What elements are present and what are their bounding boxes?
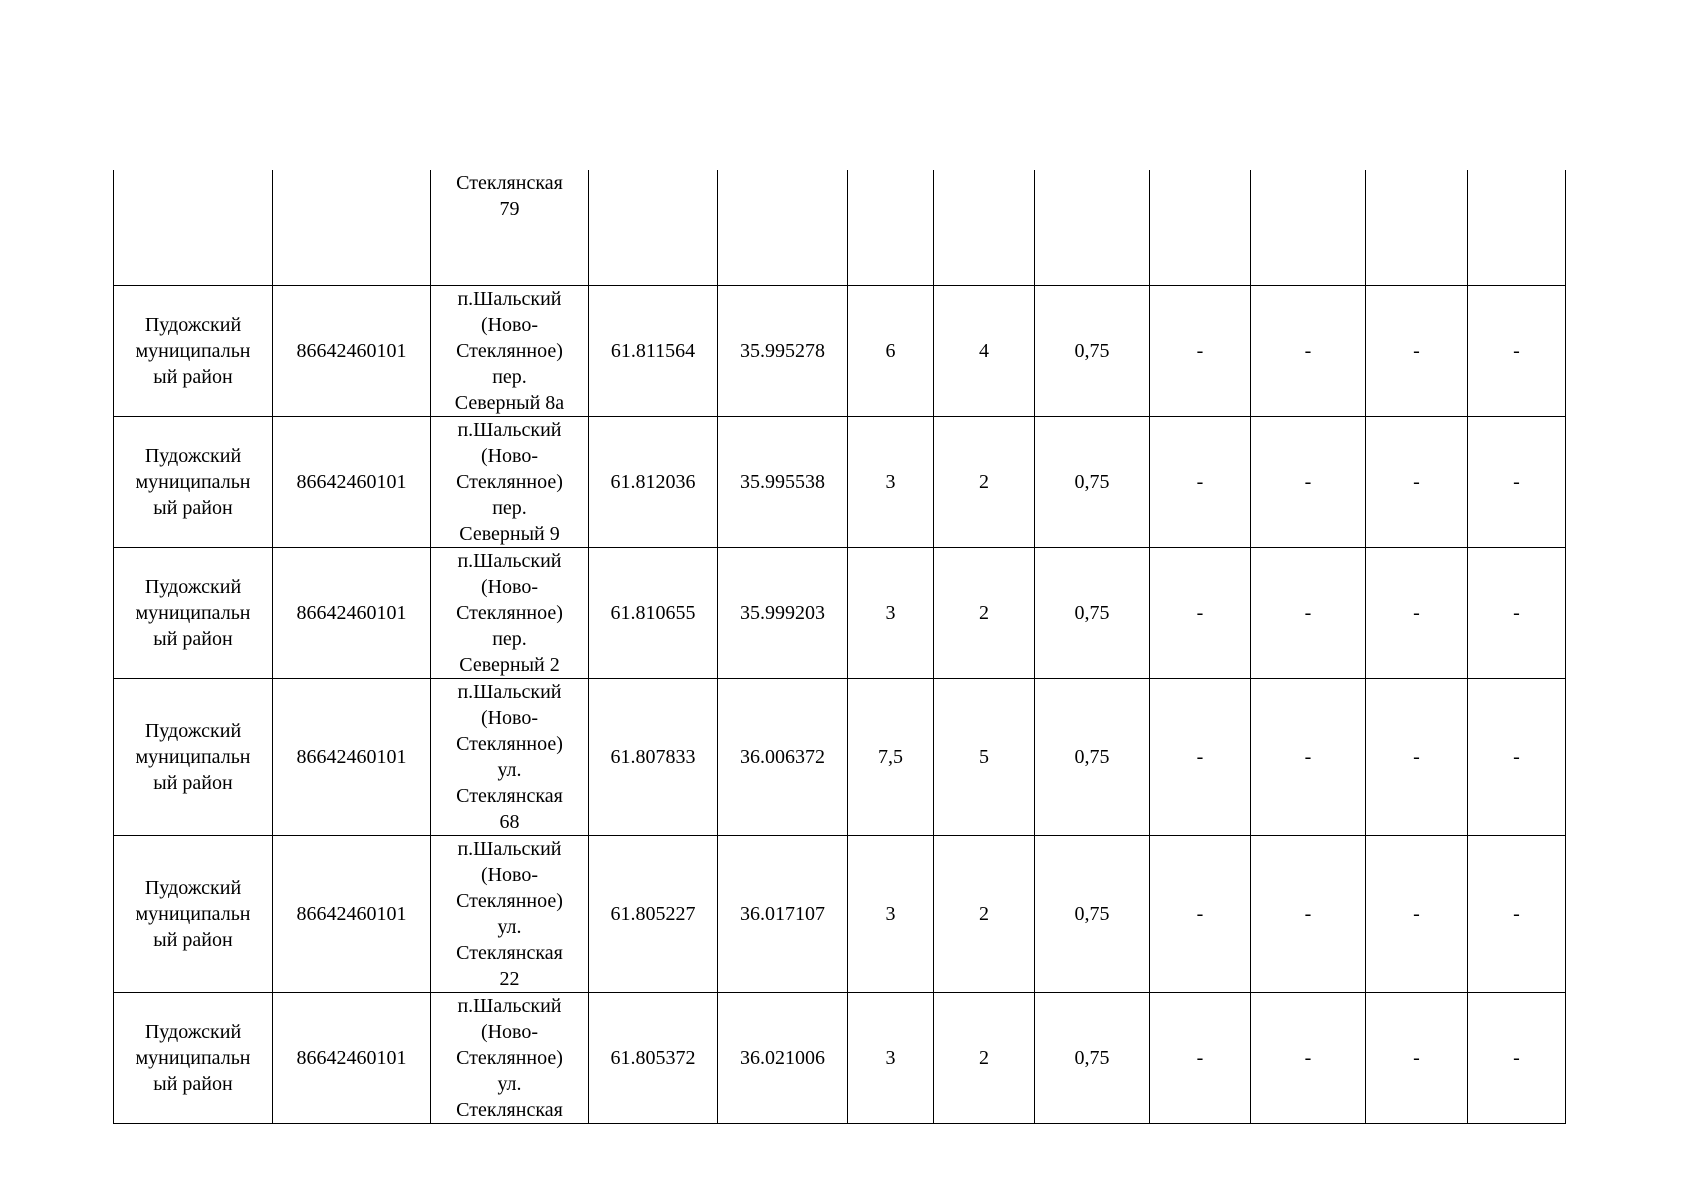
- district-cell-line: Пудожский: [144, 444, 242, 467]
- value-cell-10: -: [1251, 678, 1366, 835]
- value-cell-11: [1366, 170, 1468, 285]
- address-cell-line: (Ново-: [480, 1020, 539, 1043]
- address-cell: [431, 835, 589, 992]
- value-cell-11: -: [1366, 992, 1468, 1123]
- district-cell-line: муниципальн: [135, 470, 251, 493]
- address-cell-line: п.Шальский: [457, 418, 562, 441]
- address-cell-line: Северный 8а: [454, 391, 565, 414]
- address-cell-line: Стеклянская: [456, 1098, 563, 1121]
- address-cell-line: Стеклянное): [456, 339, 563, 362]
- district-cell-line: Пудожский: [144, 719, 242, 742]
- value-cell-7: 2: [934, 416, 1035, 547]
- address-cell-line: (Ново-: [480, 706, 539, 729]
- address-cell-line: Стеклянное): [456, 1046, 563, 1069]
- longitude-cell: 35.999203: [718, 547, 848, 678]
- value-cell-8: 0,75: [1035, 285, 1150, 416]
- district-cell-line: ый район: [153, 1072, 233, 1095]
- district-cell-line: муниципальн: [135, 902, 251, 925]
- district-cell: [114, 678, 273, 835]
- value-cell-6: 7,5: [848, 678, 934, 835]
- district-cell-line: Пудожский: [144, 313, 242, 336]
- address-cell-line: Северный 9: [459, 522, 560, 545]
- value-cell-6: [848, 170, 934, 285]
- oktmo-code-cell: 86642460101: [273, 835, 431, 992]
- address-cell-line: Стеклянное): [456, 470, 563, 493]
- value-cell-7: 2: [934, 992, 1035, 1123]
- district-cell-line: муниципальн: [135, 745, 251, 768]
- table-row: [114, 835, 1566, 992]
- address-cell-line: п.Шальский: [457, 837, 562, 860]
- table-row: [114, 285, 1566, 416]
- latitude-cell: [589, 170, 718, 285]
- address-cell: [431, 285, 589, 416]
- value-cell-7: 5: [934, 678, 1035, 835]
- address-cell-line: (Ново-: [480, 444, 539, 467]
- value-cell-12: -: [1468, 678, 1566, 835]
- value-cell-12: -: [1468, 547, 1566, 678]
- table-row: [114, 416, 1566, 547]
- address-cell: [431, 992, 589, 1123]
- oktmo-code-cell: 86642460101: [273, 678, 431, 835]
- value-cell-10: [1251, 170, 1366, 285]
- address-cell: [431, 416, 589, 547]
- district-cell: [114, 835, 273, 992]
- value-cell-9: -: [1150, 835, 1251, 992]
- address-cell: [431, 678, 589, 835]
- address-cell: [431, 170, 589, 285]
- district-cell-line: муниципальн: [135, 339, 251, 362]
- table-row: [114, 678, 1566, 835]
- value-cell-6: 3: [848, 547, 934, 678]
- oktmo-code-cell: 86642460101: [273, 416, 431, 547]
- value-cell-7: [934, 170, 1035, 285]
- value-cell-6: 3: [848, 835, 934, 992]
- value-cell-7: 2: [934, 835, 1035, 992]
- longitude-cell: 36.021006: [718, 992, 848, 1123]
- value-cell-10: -: [1251, 285, 1366, 416]
- address-cell-line: ул.: [497, 1072, 522, 1095]
- value-cell-8: 0,75: [1035, 547, 1150, 678]
- value-cell-6: 3: [848, 416, 934, 547]
- address-cell-line: Стеклянное): [456, 732, 563, 755]
- district-cell-line: ый район: [153, 771, 233, 794]
- value-cell-12: -: [1468, 835, 1566, 992]
- oktmo-code-cell: 86642460101: [273, 547, 431, 678]
- oktmo-code-cell: 86642460101: [273, 285, 431, 416]
- address-cell-line: Стеклянская: [456, 941, 563, 964]
- district-cell-line: Пудожский: [144, 575, 242, 598]
- value-cell-8: [1035, 170, 1150, 285]
- district-cell-line: Пудожский: [144, 876, 242, 899]
- value-cell-8: 0,75: [1035, 835, 1150, 992]
- address-cell-line: (Ново-: [480, 863, 539, 886]
- address-cell-line: (Ново-: [480, 313, 539, 336]
- latitude-cell: 61.811564: [589, 285, 718, 416]
- address-cell-line: 79: [499, 198, 520, 220]
- table-row: [114, 170, 1566, 285]
- address-cell-line: пер.: [492, 627, 527, 650]
- address-cell-line: пер.: [492, 496, 527, 519]
- district-cell: [114, 416, 273, 547]
- address-cell-line: п.Шальский: [457, 287, 562, 310]
- value-cell-12: -: [1468, 416, 1566, 547]
- address-cell-line: Стеклянская: [456, 172, 563, 194]
- longitude-cell: 35.995538: [718, 416, 848, 547]
- data-table: [113, 170, 1566, 1124]
- district-cell-line: ый район: [153, 365, 233, 388]
- address-cell-line: ул.: [497, 915, 522, 938]
- latitude-cell: 61.807833: [589, 678, 718, 835]
- value-cell-10: -: [1251, 547, 1366, 678]
- value-cell-9: -: [1150, 285, 1251, 416]
- value-cell-6: 6: [848, 285, 934, 416]
- address-cell-line: 22: [499, 967, 520, 990]
- value-cell-11: -: [1366, 678, 1468, 835]
- address-cell-line: Северный 2: [459, 653, 560, 676]
- value-cell-11: -: [1366, 285, 1468, 416]
- oktmo-code-cell: 86642460101: [273, 992, 431, 1123]
- district-cell-line: ый район: [153, 496, 233, 519]
- latitude-cell: 61.805227: [589, 835, 718, 992]
- district-cell-line: муниципальн: [135, 1046, 251, 1069]
- value-cell-12: -: [1468, 992, 1566, 1123]
- value-cell-9: -: [1150, 416, 1251, 547]
- value-cell-9: -: [1150, 992, 1251, 1123]
- value-cell-10: -: [1251, 416, 1366, 547]
- address-cell-line: п.Шальский: [457, 549, 562, 572]
- value-cell-7: 4: [934, 285, 1035, 416]
- address-cell-line: Стеклянное): [456, 889, 563, 912]
- value-cell-8: 0,75: [1035, 992, 1150, 1123]
- address-cell-line: п.Шальский: [457, 680, 562, 703]
- value-cell-12: -: [1468, 285, 1566, 416]
- longitude-cell: 36.006372: [718, 678, 848, 835]
- address-cell-line: ул.: [497, 758, 522, 781]
- district-cell-line: ый район: [153, 928, 233, 951]
- table-body: [114, 170, 1566, 1123]
- value-cell-8: 0,75: [1035, 416, 1150, 547]
- value-cell-9: -: [1150, 678, 1251, 835]
- district-cell: [114, 992, 273, 1123]
- value-cell-6: 3: [848, 992, 934, 1123]
- value-cell-11: -: [1366, 416, 1468, 547]
- longitude-cell: [718, 170, 848, 285]
- table-row: [114, 547, 1566, 678]
- latitude-cell: 61.805372: [589, 992, 718, 1123]
- value-cell-11: -: [1366, 835, 1468, 992]
- table-row: [114, 992, 1566, 1123]
- district-cell: [114, 285, 273, 416]
- value-cell-10: -: [1251, 992, 1366, 1123]
- address-cell-line: Стеклянное): [456, 601, 563, 624]
- longitude-cell: 35.995278: [718, 285, 848, 416]
- value-cell-12: [1468, 170, 1566, 285]
- value-cell-10: -: [1251, 835, 1366, 992]
- latitude-cell: 61.812036: [589, 416, 718, 547]
- latitude-cell: 61.810655: [589, 547, 718, 678]
- value-cell-8: 0,75: [1035, 678, 1150, 835]
- district-cell: [114, 170, 273, 285]
- address-cell-line: 68: [499, 810, 520, 833]
- district-cell-line: ый район: [153, 627, 233, 650]
- district-cell-line: муниципальн: [135, 601, 251, 624]
- district-cell-line: Пудожский: [144, 1020, 242, 1043]
- address-cell-line: (Ново-: [480, 575, 539, 598]
- address-cell-line: Стеклянская: [456, 784, 563, 807]
- address-cell-line: п.Шальский: [457, 994, 562, 1017]
- value-cell-9: [1150, 170, 1251, 285]
- value-cell-11: -: [1366, 547, 1468, 678]
- value-cell-7: 2: [934, 547, 1035, 678]
- oktmo-code-cell: [273, 170, 431, 285]
- longitude-cell: 36.017107: [718, 835, 848, 992]
- district-cell: [114, 547, 273, 678]
- value-cell-9: -: [1150, 547, 1251, 678]
- address-cell-line: пер.: [492, 365, 527, 388]
- address-cell: [431, 547, 589, 678]
